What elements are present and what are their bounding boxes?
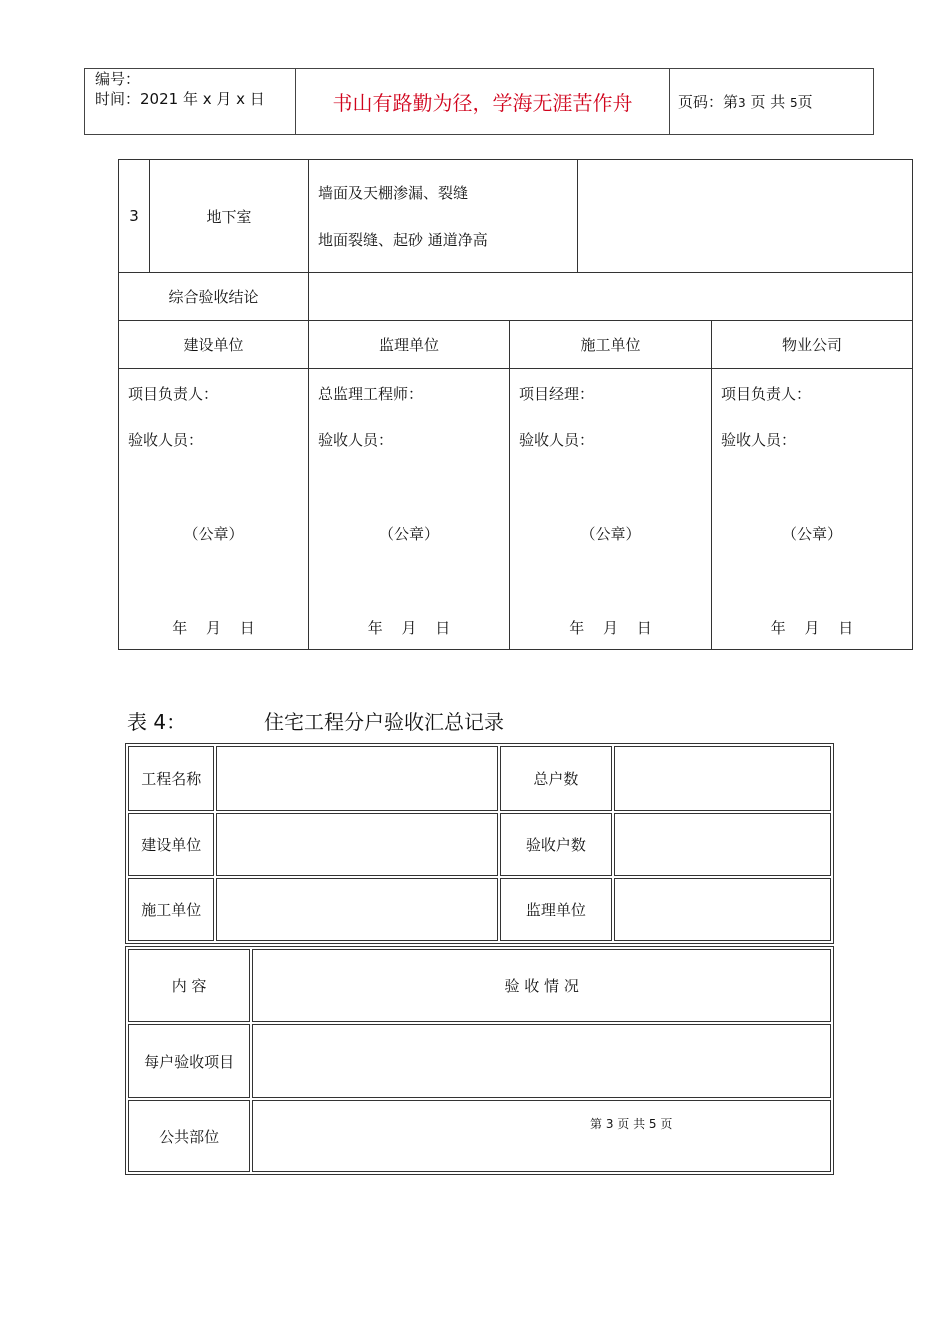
project-name-value — [216, 746, 498, 811]
sign-lead: 项目经理： — [519, 385, 595, 403]
sign-lead: 总监理工程师： — [318, 385, 424, 403]
signature-cell — [119, 369, 309, 650]
table-row — [119, 160, 913, 273]
public-area-value — [252, 1100, 831, 1172]
sign-date: 年 月 日 — [569, 619, 652, 637]
signature-cell — [712, 369, 913, 650]
signature-cell — [510, 369, 712, 650]
table-row — [128, 1024, 831, 1098]
page-total: 5 — [790, 96, 798, 110]
row-item-1: 墙面及天棚渗漏、裂缝 — [318, 184, 469, 202]
contractor-label: 施工单位 — [128, 878, 214, 941]
party-name: 监理单位 — [309, 321, 510, 369]
sign-inspector: 验收人员： — [318, 431, 394, 449]
doc-code-label: 编号： — [95, 70, 141, 88]
table4-title: 住宅工程分户验收汇总记录 — [264, 710, 504, 734]
per-unit-label: 每户验收项目 — [128, 1024, 250, 1098]
doc-time-label: 时间：2021 年 x 月 x 日 — [95, 90, 265, 108]
row-result — [578, 160, 913, 273]
content-label: 内 容 — [128, 949, 250, 1022]
sign-inspector: 验收人员： — [128, 431, 204, 449]
table4-heading — [127, 706, 504, 735]
sign-stamp: （公章） — [580, 525, 641, 543]
sign-inspector: 验收人员： — [519, 431, 595, 449]
sign-lead: 项目负责人： — [721, 385, 812, 403]
sign-inspector: 验收人员： — [721, 431, 797, 449]
sign-stamp: （公章） — [781, 525, 842, 543]
page-footer: 第 3 页 共 5 页 — [590, 1117, 673, 1131]
sign-date: 年 月 日 — [367, 619, 451, 637]
row-location: 地下室 — [150, 160, 309, 273]
summary-table-content — [125, 946, 834, 1175]
status-label: 验 收 情 况 — [252, 949, 831, 1022]
per-unit-value — [252, 1024, 831, 1098]
table-row — [128, 1100, 831, 1172]
row-number: 3 — [119, 160, 150, 273]
table4-label: 表 4： — [127, 710, 187, 734]
sign-stamp: （公章） — [378, 525, 439, 543]
inspected-units-value — [614, 813, 831, 876]
table-row — [119, 273, 913, 321]
table-row — [128, 813, 831, 876]
supervisor-value — [614, 878, 831, 941]
signature-row — [119, 369, 913, 650]
total-units-label: 总户数 — [500, 746, 612, 811]
sign-lead: 项目负责人： — [128, 385, 219, 403]
header-meta-cell — [85, 69, 296, 135]
page-header — [84, 68, 874, 135]
project-name-label: 工程名称 — [128, 746, 214, 811]
party-header-row — [119, 321, 913, 369]
supervisor-label: 监理单位 — [500, 878, 612, 941]
page-current: 3 — [738, 96, 746, 110]
sign-stamp: （公章） — [183, 525, 244, 543]
page-prefix: 页码：第 — [678, 93, 739, 111]
table-row — [128, 746, 831, 811]
builder-label: 建设单位 — [128, 813, 214, 876]
conclusion-value — [309, 273, 913, 321]
summary-table-info — [125, 743, 834, 944]
sign-date: 年 月 日 — [770, 619, 854, 637]
row-item-2: 地面裂缝、起砂 通道净高 — [318, 231, 488, 249]
contractor-value — [216, 878, 498, 941]
row-items — [309, 160, 578, 273]
page-suffix: 页 — [797, 93, 813, 111]
party-name: 物业公司 — [712, 321, 913, 369]
acceptance-table — [118, 159, 913, 650]
sign-date: 年 月 日 — [172, 619, 255, 637]
party-name: 建设单位 — [119, 321, 309, 369]
public-area-label: 公共部位 — [128, 1100, 250, 1172]
header-motto: 书山有路勤为径，学海无涯苦作舟 — [296, 69, 670, 135]
signature-cell — [309, 369, 510, 650]
conclusion-label: 综合验收结论 — [119, 273, 309, 321]
header-page-number — [670, 69, 874, 135]
total-units-value — [614, 746, 831, 811]
inspected-units-label: 验收户数 — [500, 813, 612, 876]
table-row — [128, 878, 831, 941]
builder-value — [216, 813, 498, 876]
table-row — [128, 949, 831, 1022]
party-name: 施工单位 — [510, 321, 712, 369]
page-mid: 页 共 — [750, 93, 786, 111]
